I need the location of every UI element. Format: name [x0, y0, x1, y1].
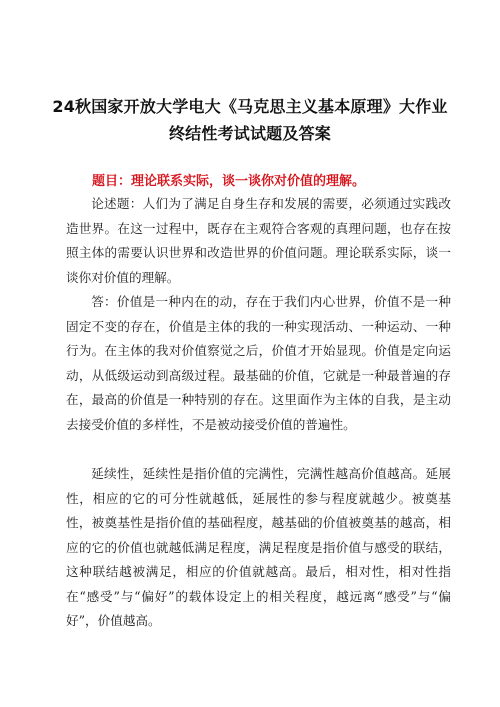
question-paragraph: 论述题：人们为了满足自身生存和发展的需要，必须通过实践改造世界。在这一过程中，既存在主观符合客观的真理问题，也存在按照主体的需要认识世界和改造世界的价值问题。理论联系实际，谈一谈你对价值的理解。 [66, 196, 451, 285]
document-title-line-1: 24秋国家开放大学电大《马克思主义基本原理》大作业 [52, 97, 448, 116]
answer-paragraph-1: 答：价值是一种内在的动，存在于我们内心世界，价值不是一种固定不变的存在，价值是主体的我的一种实现活动、一种运动、一种行为。在主体的我对价值察觉之后，价值才开始显现。价值是定向运动，从低级运动到高级过程。最基础的价值，它就是一种最普遍的存在，最高的价值是一种特别的存在。这里面作为主体的自我，是主动去接受价值的多样性，不是被动接受价值的普遍性。 [66, 294, 451, 432]
question-heading: 题目：理论联系实际，谈一谈你对价值的理解。 [92, 174, 366, 189]
answer-paragraph-2: 延续性，延续性是指价值的完满性，完满性越高价值越高。延展性，相应的它的可分性就越低，延展性的参与程度就越少。被奠基性，被奠基性是指价值的基础程度，越基础的价值被奠基的越高，相应的它的价值也就越低满足程度，满足程度是指价值与感受的联结，这种联结越被满足，相应的价值就越高。最后，相对性，相对性指在“感受”与“偏好”的载体设定上的相关程度，越远离“感受”与“偏好”，价值越高。 [66, 466, 451, 628]
document-title-line-2: 终结性考试试题及答案 [168, 124, 331, 143]
